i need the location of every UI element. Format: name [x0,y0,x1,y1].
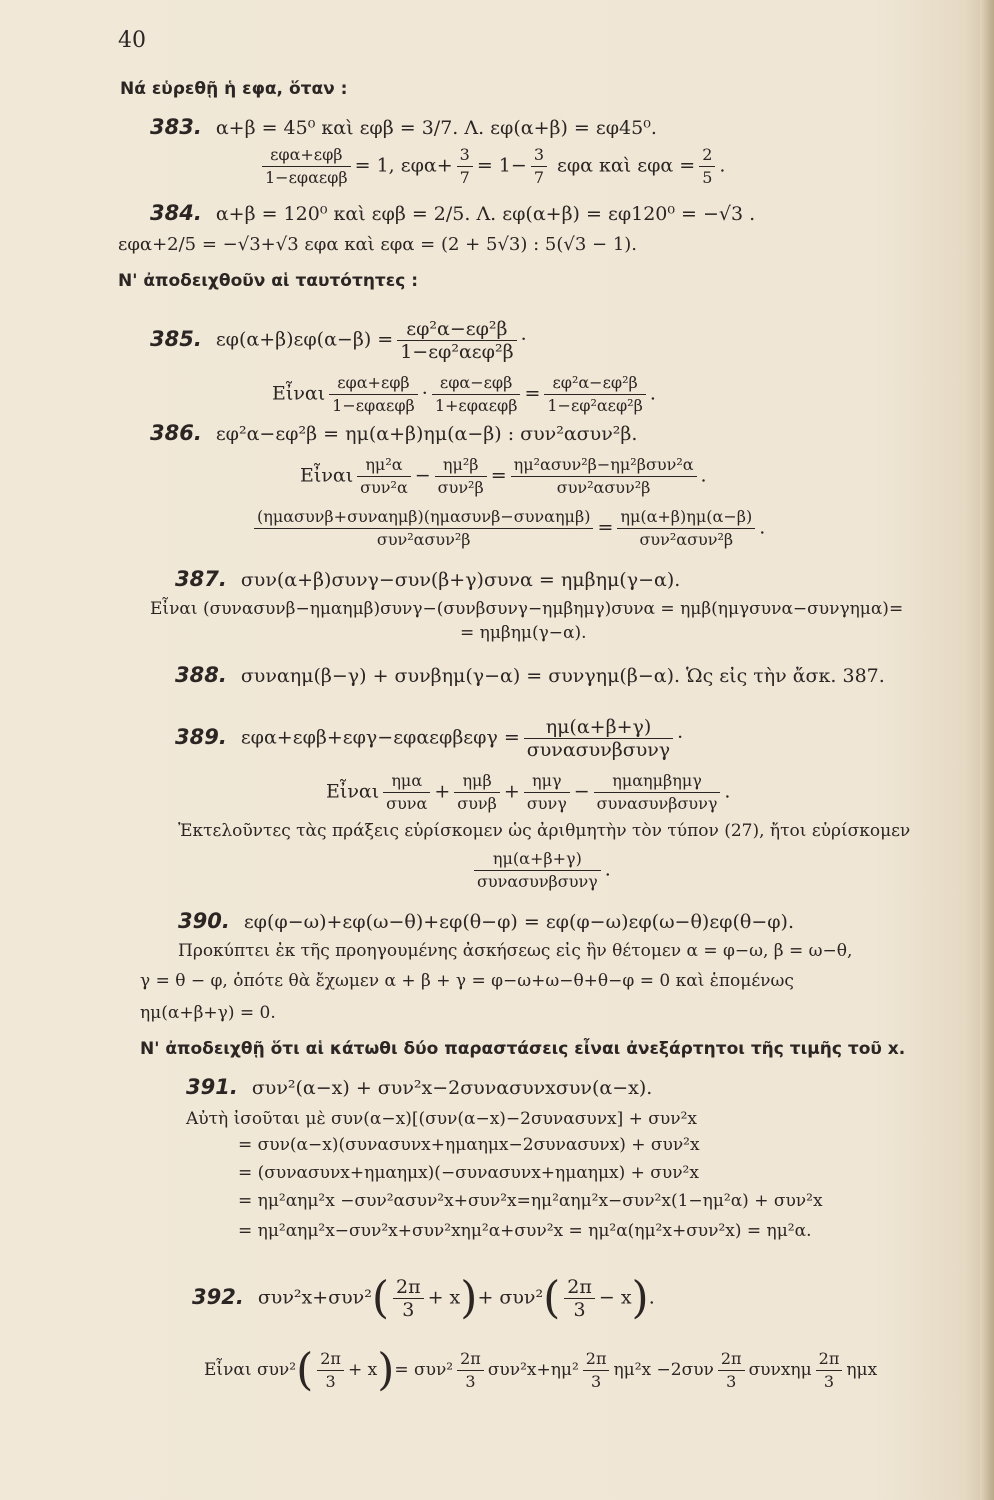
page-number: 40 [118,28,146,53]
exercise-391 [186,1074,652,1101]
exercise-391-line2: Αὐτὴ ἰσοῦται μὲ συν(α−x)[(συν(α−x)−2συνασυνx] + συν²x [186,1109,697,1129]
fraction: $\frac{2\pi}{3}$ [393,1276,424,1321]
fraction: ημ²β συν²β [435,454,487,499]
fraction: ημ(α+β)ημ(α−β) συν²ασυν²β [617,506,755,551]
exercise-386-step2: (ημασυνβ+συναημβ)(ημασυνβ−συναημβ) συν²ασυν²β = ημ(α+β)ημ(α−β) συν²ασυν²β . [250,506,765,551]
fraction: ημβ συνβ [454,770,500,815]
fraction: $\frac{2\pi}{3}$ [718,1348,745,1393]
fraction: εφ²α−εφ²β 1−εφ²αεφ²β [544,372,645,417]
exercise-388 [175,662,885,689]
heading-find-tan: Νά εὑρεθῇ ἡ εφα, ὅταν : [120,79,348,99]
fraction: εφα+εφβ 1−εφαεφβ [329,372,418,417]
exercise-number: 392. [192,1284,244,1309]
exercise-number: 384. [150,201,202,225]
exercise-statement: συναημ(β−γ) + συνβημ(γ−α) = συνγημ(β−α). Ὡς εἰς τὴν ἄσκ. 387. [240,665,885,687]
fraction: $\frac{2\pi}{3}$ [816,1348,843,1393]
fraction: $\frac{2\pi}{3}$ [583,1348,610,1393]
exercise-statement: συν²(α−x) + συν²x−2συνασυνxσυν(α−x). [251,1077,653,1099]
exercise-number: 389. [175,724,227,749]
fraction: ημ(α+β+γ) συνασυνβσυνγ [474,848,601,893]
exercise-statement: εφ(φ−ω)+εφ(ω−θ)+εφ(θ−φ) = εφ(φ−ω)εφ(ω−θ)εφ(θ−φ). [243,911,795,933]
exercise-385-solution: Εἶναι εφα+εφβ 1−εφαεφβ · εφα−εφβ 1+εφαεφβ = εφ²α−εφ²β 1−εφ²αεφ²β . [272,373,656,415]
fraction: $\frac{2\pi}{3}$ [317,1348,344,1393]
exercise-387 [175,566,680,593]
fraction: ημα συνα [383,770,430,815]
exercise-390-line2: Προκύπτει ἐκ τῆς προηγουμένης ἀσκήσεως εἰς ἣν θέτομεν α = φ−ω, β = ω−θ, [178,941,853,961]
fraction: $\frac{2\pi}{3}$ [564,1276,595,1321]
exercise-number: 391. [186,1075,238,1099]
fraction: εφα+εφβ 1−εφαεφβ [262,144,351,189]
exercise-391-line6: = ημ²αημ²x−συν²x+συν²xημ²α+συν²x = ημ²α(ημ²x+συν²x) = ημ²α. [238,1221,812,1241]
fraction: εφ²α−εφ²β 1−εφ²αεφ²β [397,318,516,363]
fraction: $\frac{2\pi}{3}$ [457,1348,484,1393]
fraction: $\frac{2}{5}$ [699,144,715,189]
exercise-number: 390. [178,909,230,933]
page-edge [980,0,994,1500]
exercise-386-step1: Εἶναι ημ²α συν²α − ημ²β συν²β = ημ²ασυν²β−ημ²βσυν²α συν²ασυν²β . [300,455,707,497]
exercise-385: 385. εφ(α+β)εφ(α−β) = εφ²α−εφ²β 1−εφ²αεφ²β · [150,318,527,363]
exercise-389: 389. εφα+εφβ+εφγ−εφαεφβεφγ = ημ(α+β+γ) συνασυνβσυνγ · [175,716,684,761]
exercise-389-text: Ἐκτελοῦντες τὰς πράξεις εὑρίσκομεν ὡς ἀριθμητὴν τὸν τύπον (27), ἤτοι εὑρίσκομεν [178,821,911,841]
exercise-384-solution: εφα+2/5 = −√3+√3 εφα καὶ εφα = (2 + 5√3) : 5(√3 − 1). [118,234,638,255]
exercise-392: 392. συν²x+συν²( $\frac{2\pi}{3}$ + x)+ συν²( $\frac{2\pi}{3}$ − x). [192,1272,655,1324]
exercise-number: 386. [150,421,202,445]
exercise-386 [150,420,637,447]
exercise-387-line3: = ημβημ(γ−α). [460,623,587,643]
exercise-390-line4: ημ(α+β+γ) = 0. [140,1003,276,1023]
exercise-384 [150,200,755,227]
exercise-383-solution: εφα+εφβ 1−εφαεφβ = 1, εφα+ $\frac{3}{7}$ = 1− $\frac{3}{7}$ εφα καὶ εφα = $\frac{2}{5}$ . [258,144,725,189]
exercise-389-step1: Εἶναι ημα συνα + ημβ συνβ + ημγ συνγ − ημαημβημγ συνασυνβσυνγ . [326,771,731,813]
exercise-391-line4: = (συνασυνx+ημαημx)(−συνασυνx+ημαημx) + συν²x [238,1163,699,1183]
exercise-387-line2: Εἶναι (συνασυνβ−ημαημβ)συνγ−(συνβσυνγ−ημβημγ)συνα = ημβ(ημγσυνα−συνγημα)= [150,599,904,619]
fraction: $\frac{3}{7}$ [457,144,473,189]
exercise-statement: α+β = 45⁰ καὶ εφβ = 3/7. Λ. εφ(α+β) = εφ45⁰. [215,117,657,139]
exercise-number: 385. [150,326,202,351]
exercise-statement: συν(α+β)συνγ−συν(β+γ)συνα = ημβημ(γ−α). [240,569,681,591]
exercise-391-line5: = ημ²αημ²x −συν²ασυν²x+συν²x=ημ²αημ²x−συν²x(1−ημ²α) + συν²x [238,1191,823,1211]
fraction: ημγ συνγ [524,770,570,815]
exercise-383 [150,114,657,141]
fraction: (ημασυνβ+συναημβ)(ημασυνβ−συναημβ) συν²ασυν²β [254,506,593,551]
fraction: ημ(α+β+γ) συνασυνβσυνγ [524,716,673,761]
exercise-number: 383. [150,115,202,139]
fraction: εφα−εφβ 1+εφαεφβ [432,372,521,417]
exercise-statement: α+β = 120⁰ καὶ εφβ = 2/5. Λ. εφ(α+β) = εφ120⁰ = −√3 . [215,203,756,225]
exercise-392-solution: Εἶναι συν²( $\frac{2\pi}{3}$ + x)= συν² $\frac{2\pi}{3}$ συν²x+ημ² $\frac{2\pi}{3}$ ημ²x −2συν $\frac{2\pi}{3}$ συνxημ $\frac{2\pi}{3}$ ημx [204,1344,878,1396]
heading-independent-of-x: Ν' ἀποδειχθῇ ὅτι αἱ κάτωθι δύο παραστάσεις εἶναι ἀνεξάρτητοι τῆς τιμῆς τοῦ x. [140,1039,906,1059]
fraction: $\frac{3}{7}$ [531,144,547,189]
exercise-number: 388. [175,663,227,687]
exercise-390 [178,908,794,935]
exercise-391-line3: = συν(α−x)(συνασυνx+ημαημx−2συνασυνx) + συν²x [238,1135,700,1155]
exercise-389-result: ημ(α+β+γ) συνασυνβσυνγ . [470,848,611,893]
exercise-statement: εφ²α−εφ²β = ημ(α+β)ημ(α−β) : συν²ασυν²β. [215,423,638,445]
fraction: ημαημβημγ συνασυνβσυνγ [594,770,721,815]
exercise-390-line3: γ = θ − φ, ὁπότε θὰ ἔχωμεν α + β + γ = φ−ω+ω−θ+θ−φ = 0 καὶ ἑπομένως [140,971,794,991]
fraction: ημ²ασυν²β−ημ²βσυν²α συν²ασυν²β [511,454,697,499]
exercise-number: 387. [175,567,227,591]
heading-prove-identities: Ν' ἀποδειχθοῦν αἱ ταυτότητες : [118,271,419,291]
fraction: ημ²α συν²α [357,454,411,499]
